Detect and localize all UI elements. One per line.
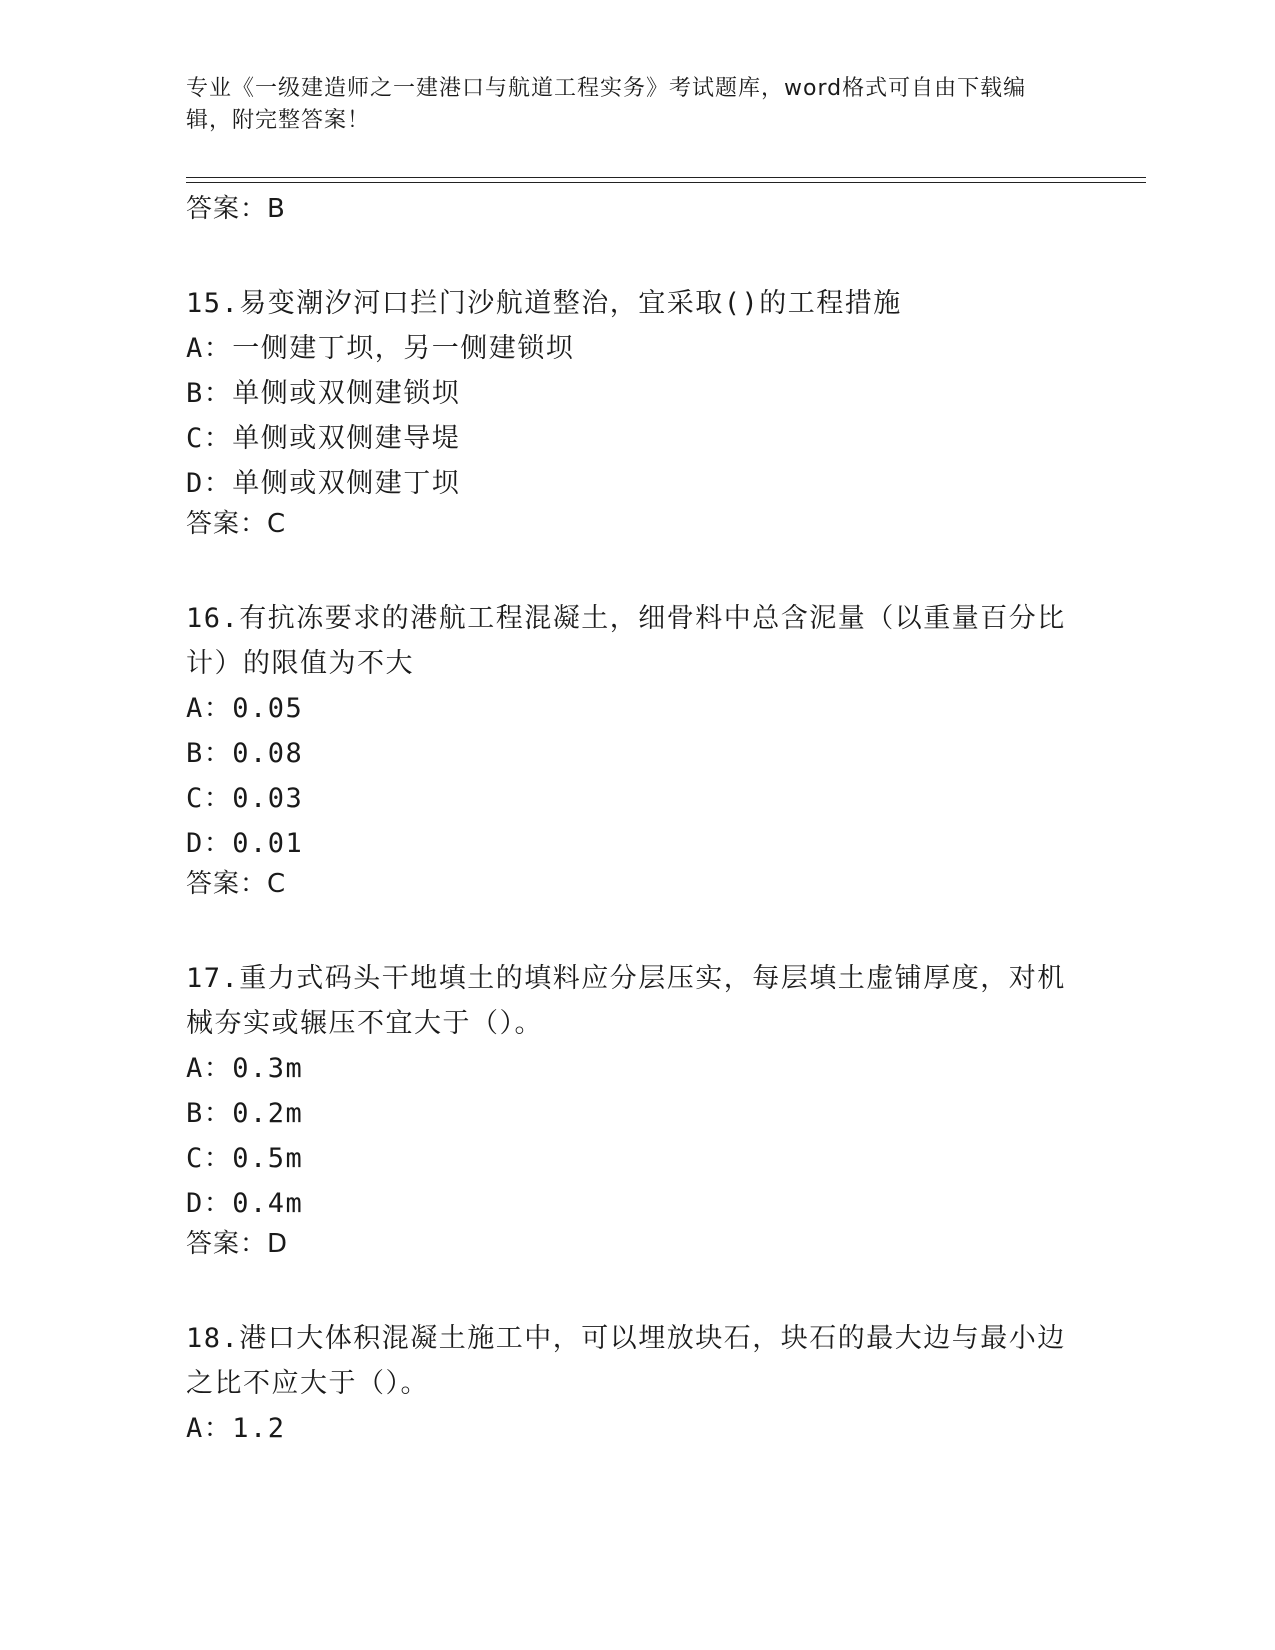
question-15-option-b: B：单侧或双侧建锁坝	[186, 378, 461, 409]
question-17-answer: 答案：D	[186, 1229, 289, 1259]
question-16	[186, 596, 1066, 902]
question-15-option-d: D：单侧或双侧建丁坝	[186, 468, 461, 499]
question-18	[186, 1316, 1066, 1451]
question-17-option-d: D：0.4m	[186, 1188, 304, 1219]
question-17-stem: 17.重力式码头干地填土的填料应分层压实，每层填土虚铺厚度，对机械夯实或辗压不宜大于（）。	[186, 963, 1066, 1039]
question-16-option-c: C：0.03	[186, 783, 304, 814]
question-18-option-a: A：1.2	[186, 1413, 286, 1444]
header-divider-bottom	[186, 182, 1146, 183]
question-16-option-b: B：0.08	[186, 738, 304, 769]
answer-14: 答案：B	[186, 194, 286, 224]
document-header: 专业《一级建造师之一建港口与航道工程实务》考试题库，word格式可自由下载编辑，附完整答案！	[186, 76, 1027, 133]
question-15-option-a: A：一侧建丁坝，另一侧建锁坝	[186, 333, 575, 364]
question-17-option-b: B：0.2m	[186, 1098, 304, 1129]
header-divider-top	[186, 177, 1146, 178]
question-16-option-d: D：0.01	[186, 828, 304, 859]
question-list	[186, 191, 1066, 1451]
question-15-option-c: C：单侧或双侧建导堤	[186, 423, 461, 454]
question-15-answer: 答案：C	[186, 509, 287, 539]
question-15	[186, 281, 1066, 542]
question-17-option-c: C：0.5m	[186, 1143, 304, 1174]
question-16-stem: 16.有抗冻要求的港航工程混凝土，细骨料中总含泥量（以重量百分比计）的限值为不大	[186, 603, 1066, 679]
question-15-stem: 15.易变潮汐河口拦门沙航道整治，宜采取()的工程措施	[186, 288, 902, 319]
question-16-answer: 答案：C	[186, 869, 287, 899]
question-18-stem: 18.港口大体积混凝土施工中，可以埋放块石，块石的最大边与最小边之比不应大于（）。	[186, 1323, 1066, 1399]
question-16-option-a: A：0.05	[186, 693, 304, 724]
question-17-option-a: A：0.3m	[186, 1053, 304, 1084]
question-17	[186, 956, 1066, 1262]
